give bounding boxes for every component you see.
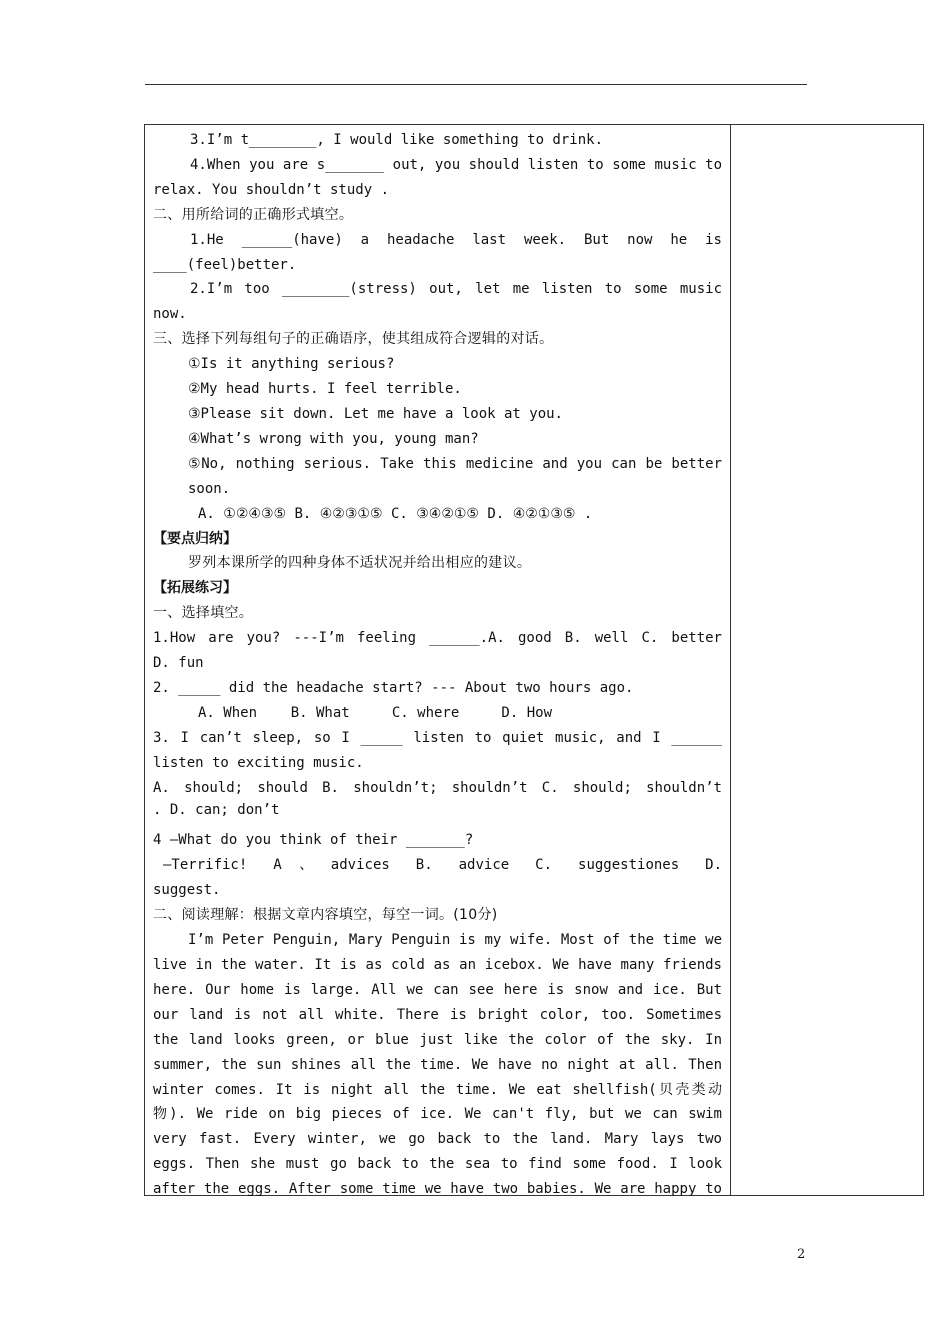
passage-line: eggs. Then she must go back to the sea to find some food. I look bbox=[153, 1156, 722, 1173]
passage-line: summer, the sun shines all the time. We have no night at all. Then bbox=[153, 1056, 722, 1073]
dialogue-line: ②My head hurts. I feel terrible. bbox=[188, 381, 462, 398]
section-title: 一、选择填空。 bbox=[153, 605, 254, 622]
page-number: 2 bbox=[797, 1247, 806, 1262]
passage-line: winter comes. It is night all the time. We eat shellfish(贝壳类动 bbox=[153, 1081, 722, 1098]
answer-options: —Terrific! A、advices B. advice C. suggestiones D. bbox=[163, 857, 722, 874]
section-title: 二、阅读理解：根据文章内容填空，每空一词。(10分) bbox=[153, 907, 498, 924]
passage-line: our land is not all white. There is bright color, too. Sometimes bbox=[153, 1006, 722, 1023]
key-points-text: 罗列本课所学的四种身体不适状况并给出相应的建议。 bbox=[188, 555, 532, 572]
exercise-line: 3.I’m t________, I would like something to drink. bbox=[190, 132, 604, 148]
exercise-line: 2.I’m too ________(stress) out, let me listen to some music bbox=[190, 281, 722, 298]
exercise-line: 4.When you are s_______ out, you should listen to some music to bbox=[190, 156, 722, 173]
exercise-line: 2. _____ did the headache start? --- About two hours ago. bbox=[153, 679, 634, 696]
exercise-line: 4 —What do you think of their _______? bbox=[153, 832, 474, 849]
passage-line: I’m Peter Penguin, Mary Penguin is my wife. Most of the time we bbox=[188, 932, 722, 949]
passage-line: very fast. Every winter, we go back to the land. Mary lays two bbox=[153, 1131, 722, 1148]
section-title: 三、选择下列每组句子的正确语序，使其组成符合逻辑的对话。 bbox=[153, 331, 554, 348]
dialogue-line: ⑤No, nothing serious. Take this medicine and you can be better bbox=[188, 455, 722, 472]
answer-options: A. When B. What C. where D. How bbox=[198, 704, 553, 721]
section-title: 二、用所给词的正确形式填空。 bbox=[153, 206, 354, 223]
passage-line: after the eggs. After some time we have two babies. We are happy to bbox=[153, 1181, 722, 1198]
answer-options: . D. can; don’t bbox=[153, 802, 280, 819]
passage-line: the land looks green, or blue just like the color of the sky. In bbox=[153, 1031, 722, 1048]
exercise-line: 3. I can’t sleep, so I _____ listen to quiet music, and I ______ bbox=[153, 729, 722, 746]
exercise-line: ____(feel)better. bbox=[153, 256, 297, 273]
column-divider bbox=[730, 125, 731, 1195]
worksheet-content bbox=[153, 128, 722, 1202]
exercise-line: relax. You shouldn’t study . bbox=[153, 181, 390, 198]
section-heading: 【要点归纳】 bbox=[153, 530, 237, 547]
exercise-line: D. fun bbox=[153, 655, 204, 672]
answer-options: A. should; should B. shouldn’t; shouldn’t C. should; shouldn’t bbox=[153, 779, 722, 796]
exercise-line: 1.He ______(have) a headache last week. But now he is bbox=[190, 231, 722, 248]
passage-line: here. Our home is large. All we can see here is snow and ice. But bbox=[153, 981, 722, 998]
exercise-line: suggest. bbox=[153, 882, 221, 899]
worksheet-table bbox=[144, 124, 924, 1196]
answer-options: A. ①②④③⑤ B. ④②③①⑤ C. ③④②①⑤ D. ④②①③⑤ . bbox=[198, 505, 593, 522]
dialogue-line: soon. bbox=[188, 480, 231, 497]
dialogue-line: ③Please sit down. Let me have a look at you. bbox=[188, 405, 563, 422]
exercise-line: 1.How are you? ---I’m feeling ______.A. good B. well C. better bbox=[153, 630, 722, 647]
exercise-line: listen to exciting music. bbox=[153, 754, 364, 771]
dialogue-line: ④What’s wrong with you, young man? bbox=[188, 430, 479, 447]
header-rule bbox=[145, 84, 807, 85]
dialogue-line: ①Is it anything serious? bbox=[188, 356, 395, 373]
passage-line: 物). We ride on big pieces of ice. We can't fly, but we can swim bbox=[153, 1106, 722, 1123]
exercise-line: now. bbox=[153, 306, 187, 323]
passage-line: live in the water. It is as cold as an icebox. We have many friends bbox=[153, 957, 722, 973]
section-heading: 【拓展练习】 bbox=[153, 580, 237, 597]
